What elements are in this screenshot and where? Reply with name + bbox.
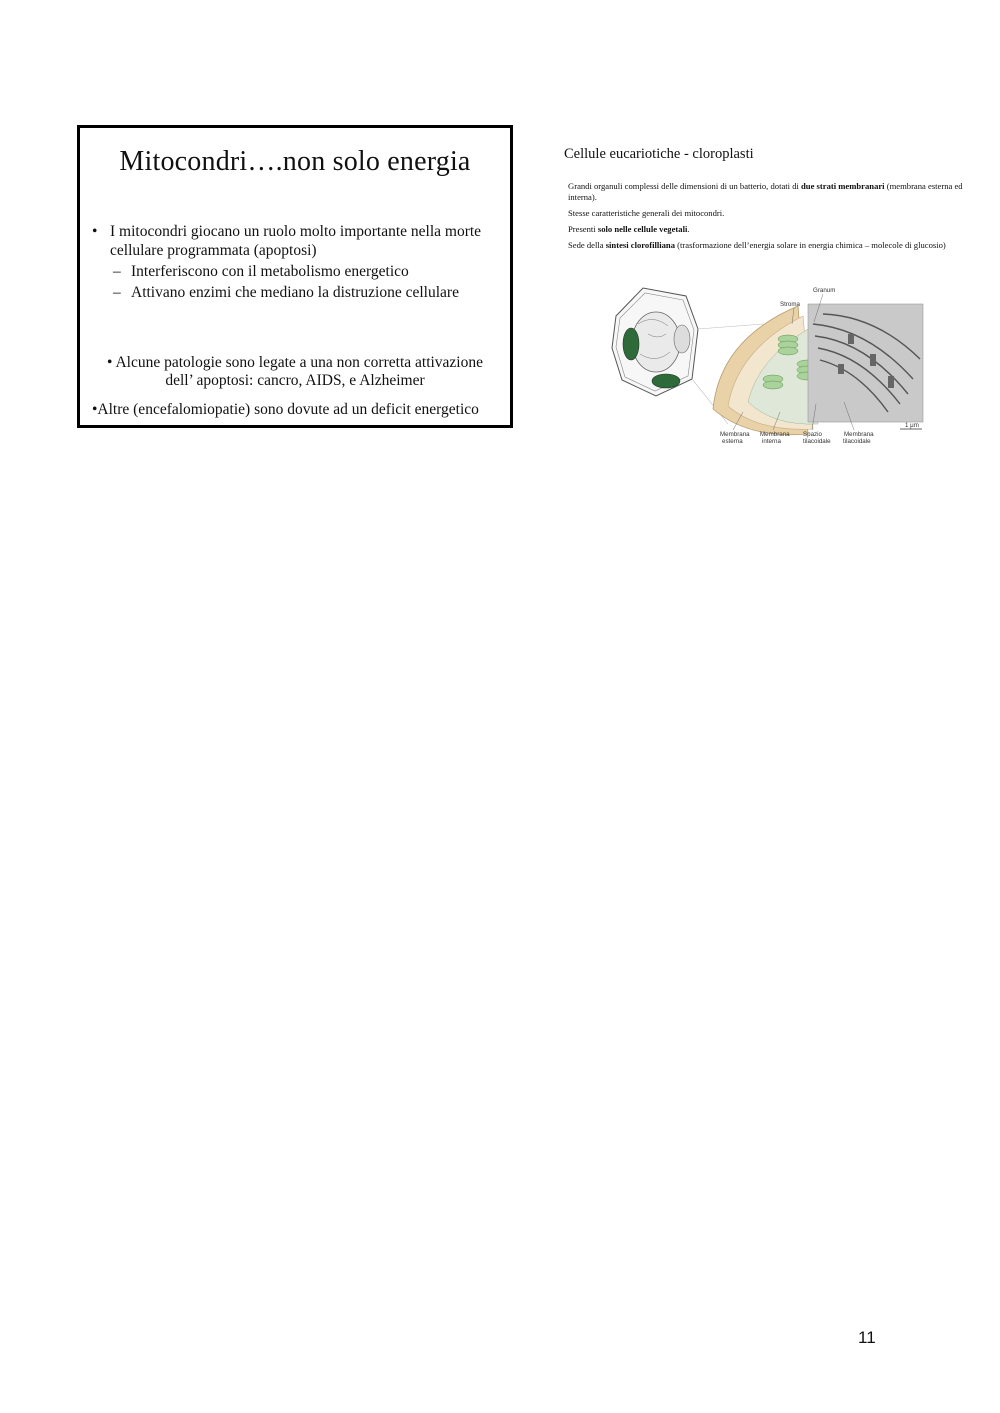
- label-membrana-tilacoidale: tilacoidale: [843, 438, 871, 445]
- sub-bullet-item: – Interferiscono con il metabolismo energetico: [90, 262, 500, 281]
- label-membrana-esterna: esterna: [722, 438, 743, 445]
- electron-micrograph: [808, 304, 923, 422]
- slide-mitocondri: [77, 125, 513, 428]
- paragraph: Presenti solo nelle cellule vegetali.: [568, 223, 690, 234]
- chloroplast-figure: [608, 284, 928, 450]
- label-stroma: Stroma: [780, 301, 800, 308]
- label-membrana-esterna: Membrana: [720, 431, 750, 438]
- label-granum: Granum: [813, 287, 836, 294]
- paragraph: Sede della sintesi clorofilliana (trasformazione dell’energia solare in energia chimica – molecole di glucosio): [568, 239, 946, 250]
- label-membrana-interna: Membrana: [760, 431, 790, 438]
- pathology-note-line1: • Alcune patologie sono legate a una non corretta attivazione: [107, 354, 483, 371]
- label-membrana-interna: interna: [762, 438, 781, 445]
- scale-bar-label: 1 μm: [905, 422, 919, 429]
- label-membrana-tilacoidale: Membrana: [844, 431, 874, 438]
- label-spazio-tilacoidale: Spazio: [803, 431, 822, 438]
- paragraph: Stesse caratteristiche generali dei mitocondri.: [568, 207, 725, 218]
- label-spazio-tilacoidale: tilacoidale: [803, 438, 831, 445]
- pathology-note-line2: dell’ apoptosi: cancro, AIDS, e Alzheimer: [165, 372, 425, 389]
- bullet-item: • I mitocondri giocano un ruolo molto importante nella morte cellulare programmata (apoptosi): [90, 222, 500, 260]
- energy-deficit-note: •Altre (encefalomiopatie) sono dovute ad un deficit energetico: [92, 401, 479, 418]
- slide-title: Mitocondri….non solo energia: [119, 146, 471, 177]
- paragraph: Grandi organuli complessi delle dimensioni di un batterio, dotati di due strati membranari (membrana esterna ed interna).: [568, 181, 963, 202]
- bullet-list: [90, 222, 500, 302]
- pathology-note: [80, 354, 510, 390]
- page-number: 11: [858, 1328, 876, 1347]
- sub-bullet-item: – Attivano enzimi che mediano la distruzione cellulare: [90, 283, 500, 302]
- slide-cloroplasti: [560, 140, 965, 455]
- slide-title: Cellule eucariotiche - cloroplasti: [564, 146, 754, 162]
- slide-body: [568, 181, 963, 256]
